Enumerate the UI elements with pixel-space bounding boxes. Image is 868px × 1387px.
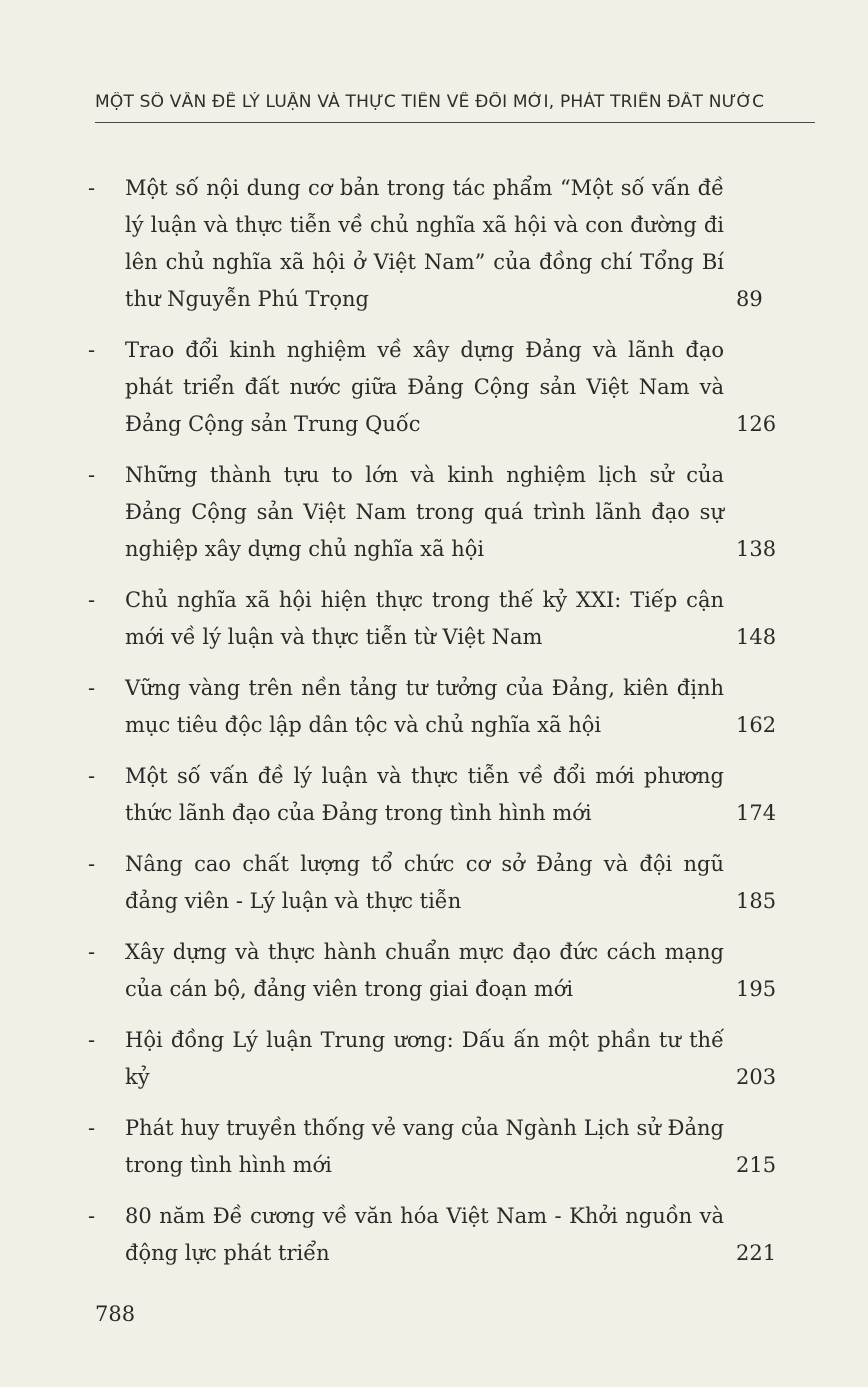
- toc-entry-dash: -: [88, 1204, 96, 1228]
- toc-entry: [88, 1198, 816, 1272]
- toc-entry-title: Trao đổi kinh nghiệm về xây dựng Đảng và lãnh đạo phát triển đất nước giữa Đảng Cộng sản Việt Nam và Đảng Cộng sản Trung Quốc: [125, 338, 724, 436]
- toc-entry: [88, 457, 816, 568]
- toc-entry-page: 162: [736, 713, 777, 737]
- toc-entry-page: 215: [736, 1153, 777, 1177]
- toc-entry-page: 138: [736, 537, 777, 561]
- toc-entry-title: Hội đồng Lý luận Trung ương: Dấu ấn một phần tư thế kỷ: [125, 1028, 724, 1089]
- toc-entry-page: 148: [736, 625, 777, 649]
- toc-entry-dash: -: [88, 176, 96, 200]
- toc-entry-page: 185: [736, 889, 777, 913]
- toc-entry-dash: -: [88, 852, 96, 876]
- toc-entry-dash: -: [88, 1028, 96, 1052]
- toc-entry-title: Một số vấn đề lý luận và thực tiễn về đổi mới phương thức lãnh đạo của Đảng trong tình hình mới: [125, 764, 724, 825]
- toc-entry: [88, 758, 816, 832]
- toc-entry: [88, 1110, 816, 1184]
- toc-entry: [88, 670, 816, 744]
- toc-entry-title: Vững vàng trên nền tảng tư tưởng của Đảng, kiên định mục tiêu độc lập dân tộc và chủ nghĩa xã hội: [125, 676, 724, 737]
- toc-entry-title: Một số nội dung cơ bản trong tác phẩm “Một số vấn đề lý luận và thực tiễn về chủ nghĩa xã hội và con đường đi lên chủ nghĩa xã hội ở Việt Nam” của đồng chí Tổng Bí thư Nguyễn Phú Trọng: [125, 176, 724, 311]
- toc-entry-dash: -: [88, 676, 96, 700]
- toc-entry-page: 221: [736, 1241, 777, 1265]
- toc-entry: [88, 846, 816, 920]
- running-header: MỘT SỐ VẤN ĐỀ LÝ LUẬN VÀ THỰC TIỄN VỀ ĐỔI MỚI, PHÁT TRIỂN ĐẤT NƯỚC: [95, 92, 815, 123]
- toc-entry-dash: -: [88, 764, 96, 788]
- toc-entry-dash: -: [88, 338, 96, 362]
- toc-entry-dash: -: [88, 588, 96, 612]
- toc-entry: [88, 332, 816, 443]
- toc-entry-title: Phát huy truyền thống vẻ vang của Ngành Lịch sử Đảng trong tình hình mới: [125, 1116, 724, 1177]
- toc-entry-page: 195: [736, 977, 777, 1001]
- toc-entry: [88, 582, 816, 656]
- toc-entry-title: Nâng cao chất lượng tổ chức cơ sở Đảng và đội ngũ đảng viên - Lý luận và thực tiễn: [125, 852, 724, 913]
- toc-entry-title: Những thành tựu to lớn và kinh nghiệm lịch sử của Đảng Cộng sản Việt Nam trong quá trình lãnh đạo sự nghiệp xây dựng chủ nghĩa xã hội: [125, 463, 724, 561]
- toc-entry: [88, 170, 816, 318]
- toc-entry-dash: -: [88, 940, 96, 964]
- page-number: 788: [95, 1302, 136, 1326]
- toc-entry-dash: -: [88, 463, 96, 487]
- toc-entry-dash: -: [88, 1116, 96, 1140]
- toc-entry-page: 174: [736, 801, 777, 825]
- toc-entry-title: 80 năm Đề cương về văn hóa Việt Nam - Khởi nguồn và động lực phát triển: [125, 1204, 724, 1265]
- toc-entry: [88, 1022, 816, 1096]
- toc-entry-title: Xây dựng và thực hành chuẩn mực đạo đức cách mạng của cán bộ, đảng viên trong giai đoạn mới: [125, 940, 724, 1001]
- toc-entry: [88, 934, 816, 1008]
- toc-entry-page: 126: [736, 412, 777, 436]
- toc-entry-page: 203: [736, 1065, 777, 1089]
- table-of-contents: [88, 170, 816, 1286]
- toc-entry-title: Chủ nghĩa xã hội hiện thực trong thế kỷ XXI: Tiếp cận mới về lý luận và thực tiễn từ Việt Nam: [125, 588, 724, 649]
- toc-entry-page: 89: [736, 287, 763, 311]
